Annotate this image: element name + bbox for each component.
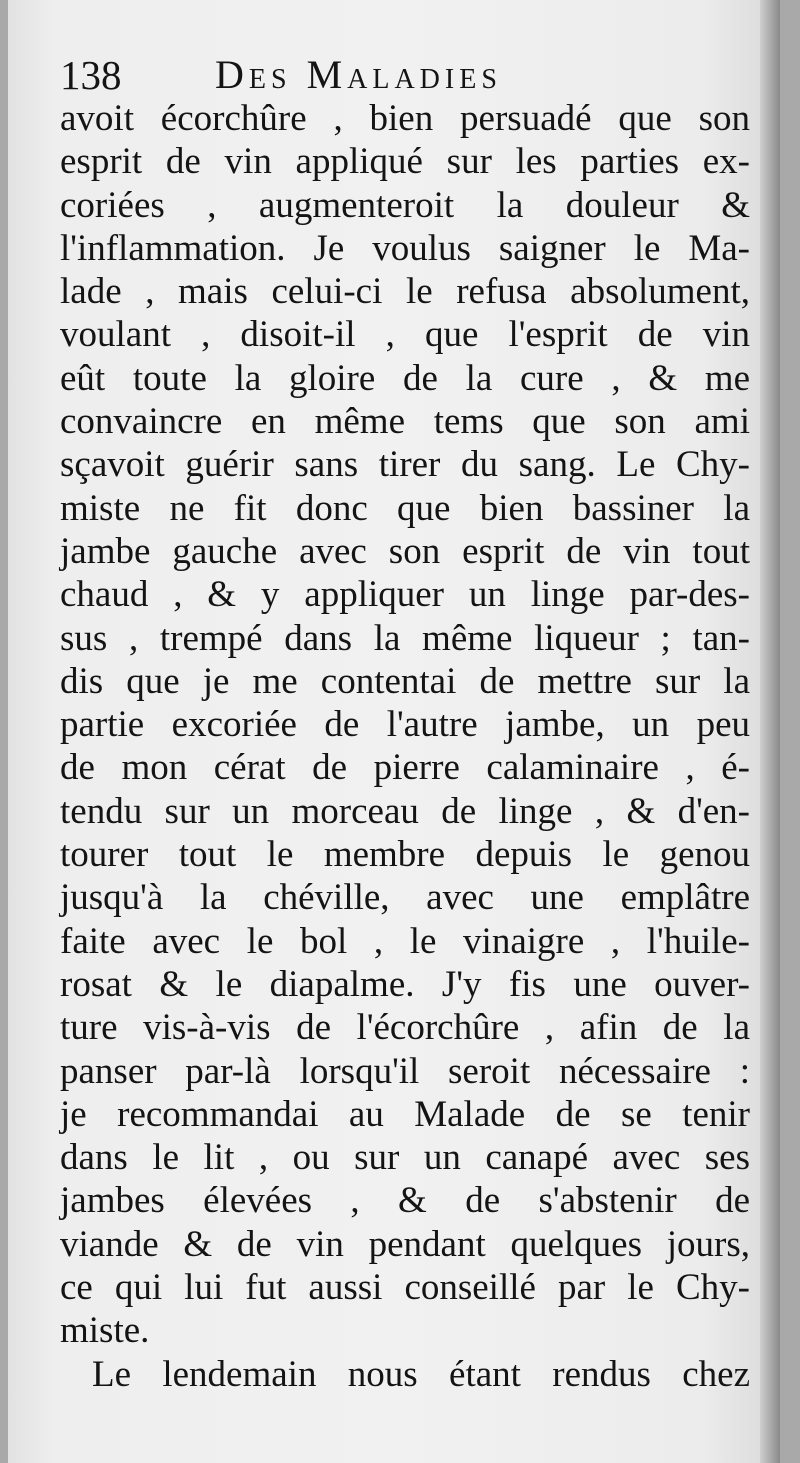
text-line: convaincre en même tems que son ami bbox=[60, 401, 750, 443]
book-page bbox=[8, 0, 780, 1463]
page-number: 138 bbox=[60, 52, 122, 98]
paragraph-end-line: miste. bbox=[60, 1310, 150, 1352]
text-line: lade , mais celui-ci le refusa absolument, bbox=[60, 271, 750, 313]
text-line: sçavoit guérir sans tirer du sang. Le Chy- bbox=[60, 444, 750, 486]
page-header bbox=[60, 50, 720, 100]
text-line: jambe gauche avec son esprit de vin tout bbox=[60, 530, 750, 572]
text-line: dis que je me contentai de mettre sur la bbox=[60, 660, 750, 702]
text-line: avoit écorchûre , bien persuadé que son bbox=[60, 98, 750, 139]
text-line: tourer tout le membre depuis le genou bbox=[60, 834, 750, 876]
text-line: partie excoriée de l'autre jambe, un peu bbox=[60, 704, 750, 746]
text-line: dans le lit , ou sur un canapé avec ses bbox=[60, 1137, 750, 1179]
text-line: ture vis-à-vis de l'écorchûre , afin de la bbox=[60, 1007, 750, 1049]
running-title: Des Maladies bbox=[215, 52, 502, 97]
text-line: ce qui lui fut aussi conseillé par le Chy- bbox=[60, 1267, 750, 1309]
text-line: sus , trempé dans la même liqueur ; tan- bbox=[60, 617, 750, 659]
text-line: panser par-là lorsqu'il seroit nécessaire : bbox=[60, 1050, 750, 1092]
text-line: rosat & le diapalme. J'y fis une ouver- bbox=[60, 963, 750, 1005]
text-line: voulant , disoit-il , que l'esprit de vin bbox=[60, 314, 750, 356]
text-line: miste ne fit donc que bien bassiner la bbox=[60, 487, 750, 529]
page-edge-shadow bbox=[760, 0, 780, 1463]
text-line: esprit de vin appliqué sur les parties ex- bbox=[60, 141, 750, 183]
text-line: je recommandai au Malade de se tenir bbox=[60, 1093, 750, 1135]
paragraph-start-line: Le lendemain nous étant rendus chez bbox=[92, 1353, 750, 1395]
text-line: faite avec le bol , le vinaigre , l'huile- bbox=[60, 920, 750, 962]
text-line: eût toute la gloire de la cure , & me bbox=[60, 357, 750, 399]
text-line: chaud , & y appliquer un linge par-des- bbox=[60, 574, 750, 616]
text-line: l'inflammation. Je voulus saigner le Ma- bbox=[60, 227, 750, 269]
text-line: coriées , augmenteroit la douleur & bbox=[60, 184, 750, 226]
text-line: viande & de vin pendant quelques jours, bbox=[60, 1223, 750, 1265]
text-line: jusqu'à la chéville, avec une emplâtre bbox=[60, 877, 750, 919]
text-line: tendu sur un morceau de linge , & d'en- bbox=[60, 790, 750, 832]
text-line: de mon cérat de pierre calaminaire , é- bbox=[60, 747, 750, 789]
text-line: jambes élevées , & de s'abstenir de bbox=[60, 1180, 750, 1222]
body-text bbox=[60, 97, 750, 1396]
